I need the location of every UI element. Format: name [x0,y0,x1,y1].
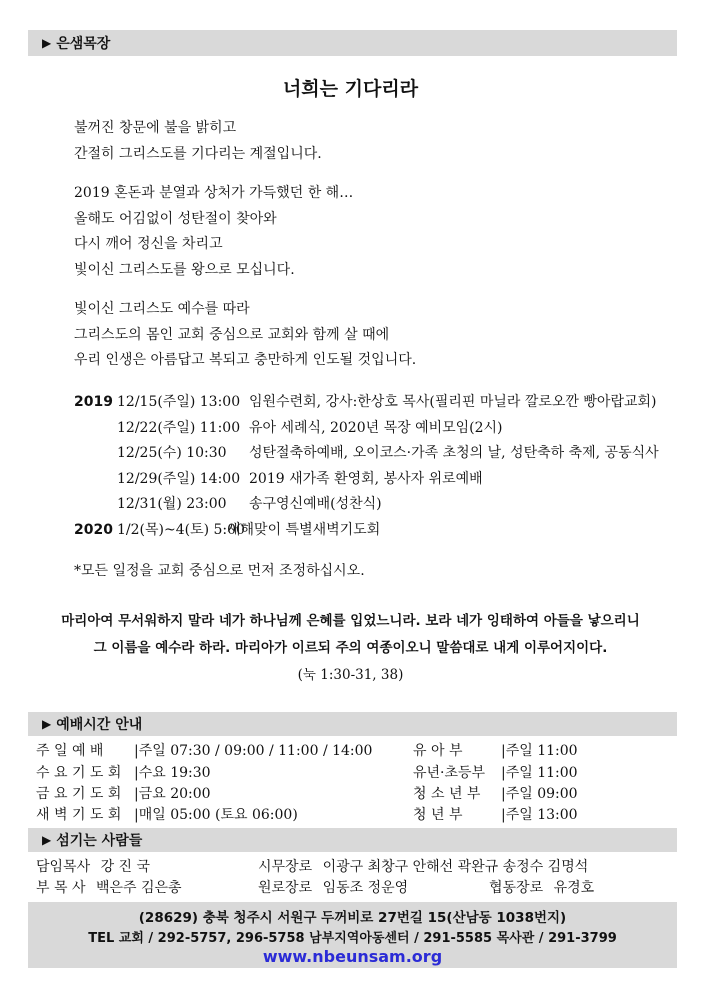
worship-name: 청 년 부 [413,807,463,823]
worship-row: 금 요 기 도 회 |금요 20:00 [36,786,211,802]
section-header-servers [28,828,677,852]
poem-line: 2019 혼돈과 분열과 상처가 가득했던 한 해… [74,185,354,201]
worship-name: 유년·초등부 [413,765,486,781]
poem-line: 빛이신 그리스도 예수를 따라 [74,301,250,317]
worship-time: 주일 09:00 [505,786,578,802]
poem-line: 불꺼진 창문에 불을 밝히고 [74,120,237,136]
schedule-event: 임원수련회, 강사:한상호 목사(필리핀 마닐라 깔로오깐 빵아랍교회) [249,394,657,410]
worship-row: 유년·초등부 |주일 11:00 [413,765,578,781]
worship-row: 유 아 부 |주일 11:00 [413,743,578,759]
worship-name: 수 요 기 도 회 [36,765,122,781]
schedule-event: 성탄절축하예배, 오이코스·가족 초청의 날, 성탄축하 축제, 공동식사 [249,445,659,461]
staff-names: 백은주 김은총 [95,880,182,896]
worship-name: 새 벽 기 도 회 [36,807,122,823]
scripture-line-2: 그 이름을 예수라 하라. 마리아가 이르되 주의 여종이오니 말씀대로 내게 이루어지이다. [93,640,608,656]
church-phone: TEL 교회 / 292-5757, 296-5758 남부지역아동센터 / 291-5585 목사관 / 291-3799 [88,931,617,946]
triangle-right-icon: ▶ [42,717,52,731]
scripture-reference: (눅 1:30-31, 38) [297,667,404,683]
schedule-date: 12/15(주일) 13:00 [117,394,241,410]
staff-label: 담임목사 [36,859,91,875]
poem-line: 빛이신 그리스도를 왕으로 모십니다. [74,261,295,278]
church-address: (28629) 충북 청주시 서원구 두꺼비로 27번길 15(산남동 1038번지) [138,910,567,926]
poem-stanza-3 [74,297,416,374]
worship-name: 유 아 부 [413,743,463,759]
staff-row [489,878,594,898]
worship-time: 주일 07:30 / 09:00 / 11:00 / 14:00 [138,743,373,759]
schedule-date: 12/25(수) 10:30 [117,445,227,461]
worship-time: 금요 20:00 [138,786,211,802]
worship-name: 주 일 예 배 [36,743,104,759]
schedule-note: *모든 일정을 교회 중심으로 먼저 조정하십시오. [74,563,365,579]
staff-row [258,878,408,898]
schedule-event: 새해맞이 특별새벽기도회 [227,521,381,538]
worship-name: 청 소 년 부 [413,786,481,802]
poem-stanza-1 [74,116,322,167]
staff-label: 협동장로 [489,880,544,896]
schedule-event: 2019 새가족 환영회, 봉사자 위로예배 [249,470,483,487]
scripture-line-1: 마리아여 무서워하지 말라 네가 하나님께 은혜를 입었느니라. 보라 네가 잉태하여 아들을 낳으리니 [61,613,640,629]
worship-time: 수요 19:30 [138,765,211,781]
footer [28,902,677,968]
staff-row [258,857,588,877]
schedule-year: 2020 [74,521,113,538]
church-website-link[interactable]: www.nbeunsam.org [262,947,443,966]
staff-row [36,857,150,877]
schedule-date: 1/2(목)~4(토) 5:00 [117,521,245,538]
worship-time: 주일 13:00 [505,807,578,823]
section-header-eunsam [28,30,677,56]
schedule-date: 12/22(주일) 11:00 [117,419,241,436]
worship-time: 매일 05:00 (토요 06:00) [138,807,298,823]
poem-line: 우리 인생은 아름답고 복되고 충만하게 인도될 것입니다. [74,352,417,368]
worship-time: 주일 11:00 [505,743,578,759]
poem-line: 그리스도의 몸인 교회 중심으로 교회와 함께 살 때에 [74,326,390,343]
schedule-date: 12/29(주일) 14:00 [117,470,241,487]
schedule-event: 송구영신예배(성찬식) [249,496,382,512]
poem-line: 올해도 어김없이 성탄절이 찾아와 [74,210,277,227]
staff-names: 유경호 [553,880,595,896]
schedule-event: 유아 세례식, 2020년 목장 예비모임(2시) [249,419,503,436]
section-title: 예배시간 안내 [56,717,143,733]
triangle-right-icon: ▶ [42,833,52,847]
poem-line: 간절히 그리스도를 기다리는 계절입니다. [74,145,322,162]
staff-label: 부 목 사 [36,880,86,896]
poem-line: 다시 깨어 정신을 차리고 [74,236,223,252]
section-title: 은샘목장 [56,36,111,52]
schedule-date: 12/31(월) 23:00 [117,496,227,512]
worship-name: 금 요 기 도 회 [36,786,122,802]
staff-label: 원로장로 [258,880,313,896]
section-header-worship [28,712,677,736]
worship-time: 주일 11:00 [505,765,578,781]
worship-row: 주 일 예 배 |주일 07:30 / 09:00 / 11:00 / 14:00 [36,743,373,759]
worship-row: 청 년 부 |주일 13:00 [413,807,578,823]
worship-row: 새 벽 기 도 회 |매일 05:00 (토요 06:00) [36,807,298,823]
staff-names: 임동조 정운영 [322,880,409,896]
section-title: 섬기는 사람들 [56,833,143,849]
schedule-year: 2019 [74,394,113,410]
worship-row: 수 요 기 도 회 |수요 19:30 [36,765,211,781]
worship-row: 청 소 년 부 |주일 09:00 [413,786,578,802]
page-title: 너희는 기다리라 [282,78,419,100]
triangle-right-icon: ▶ [42,36,52,50]
poem-stanza-2 [74,181,353,283]
staff-names: 이광구 최창구 안해선 곽완규 송정수 김명석 [322,859,589,875]
staff-names: 강 진 국 [100,859,151,875]
staff-row [36,878,182,898]
staff-label: 시무장로 [258,859,313,875]
